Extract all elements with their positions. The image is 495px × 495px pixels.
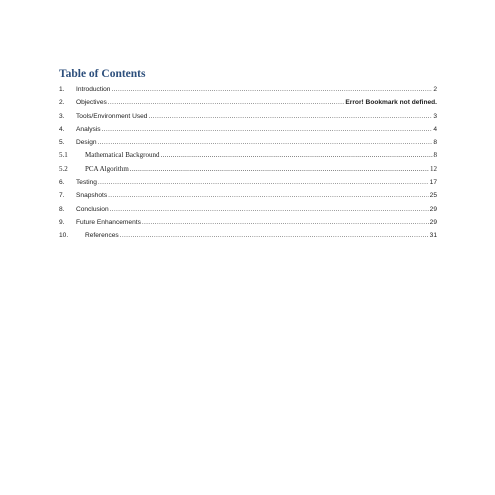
toc-entry-references[interactable] (59, 229, 437, 242)
toc-entry-testing[interactable] (59, 176, 437, 189)
toc-entry-number: 2. (59, 99, 65, 107)
toc-entry-label: Snapshots (76, 192, 108, 200)
toc-entry-page: 8 (433, 151, 437, 160)
toc-entry-page: 3 (433, 112, 437, 120)
toc-entry-page: 8 (433, 139, 437, 147)
toc-entry-page: 4 (433, 125, 437, 133)
toc-entry-objectives[interactable] (59, 96, 437, 109)
toc-dot-leader (98, 136, 433, 149)
toc-entry-design[interactable] (59, 136, 437, 149)
toc-dot-leader (108, 189, 428, 202)
toc-entry-mathematical-background[interactable] (59, 149, 437, 162)
toc-entry-snapshots[interactable] (59, 189, 437, 202)
toc-dot-leader (110, 203, 429, 216)
toc-entry-label: Objectives (76, 99, 107, 107)
toc-dot-leader (142, 216, 429, 229)
toc-dot-leader (130, 163, 429, 176)
toc-entry-introduction[interactable] (59, 83, 437, 96)
toc-entry-number: 8. (59, 205, 65, 213)
toc-entry-number: 5.1 (59, 151, 68, 160)
toc-dot-leader (120, 229, 429, 242)
toc-dot-leader (102, 123, 433, 136)
toc-dot-leader (148, 110, 432, 123)
toc-entry-number: 7. (59, 192, 65, 200)
toc-dot-leader (111, 83, 432, 96)
toc-entry-future-enhancements[interactable] (59, 216, 437, 229)
toc-entry-number: 9. (59, 218, 65, 226)
toc-entry-label: Introduction (76, 86, 111, 93)
toc-entry-label: Future Enhancements (76, 218, 141, 226)
table-of-contents (59, 83, 437, 243)
toc-dot-leader (160, 149, 432, 162)
toc-title: Table of Contents (59, 68, 146, 80)
toc-entry-number: 10. (59, 232, 69, 240)
toc-entry-number: 5.2 (59, 164, 68, 173)
toc-entry-label: Mathematical Background (85, 151, 160, 160)
toc-entry-analysis[interactable] (59, 123, 437, 136)
toc-entry-label: Design (76, 139, 97, 147)
toc-entry-page: 29 (429, 205, 437, 213)
toc-entry-page-error: Error! Bookmark not defined. (345, 99, 437, 107)
toc-entry-number: 5. (59, 139, 65, 147)
toc-entry-conclusion[interactable] (59, 203, 437, 216)
toc-entry-page: 31 (429, 232, 437, 240)
toc-entry-label: References (85, 232, 119, 240)
toc-entry-label: Testing (76, 179, 97, 187)
toc-entry-label: Analysis (76, 125, 101, 133)
toc-entry-pca-algorithm[interactable] (59, 163, 437, 176)
toc-entry-label: Conclusion (76, 205, 109, 213)
toc-dot-leader (98, 176, 429, 189)
toc-entry-label: PCA Algorithm (85, 164, 129, 173)
toc-entry-number: 3. (59, 112, 65, 120)
toc-entry-page: 17 (429, 179, 437, 187)
toc-entry-tools-environment[interactable] (59, 110, 437, 123)
toc-entry-label: Tools/Environment Used (76, 112, 148, 120)
toc-entry-number: 6. (59, 179, 65, 187)
toc-entry-page: 29 (429, 218, 437, 226)
toc-entry-page: 12 (430, 164, 437, 173)
toc-entry-number: 4. (59, 125, 65, 133)
toc-entry-page: 2 (433, 86, 437, 93)
toc-entry-number: 1. (59, 86, 65, 93)
toc-entry-page: 25 (429, 192, 437, 200)
toc-dot-leader (108, 96, 345, 109)
